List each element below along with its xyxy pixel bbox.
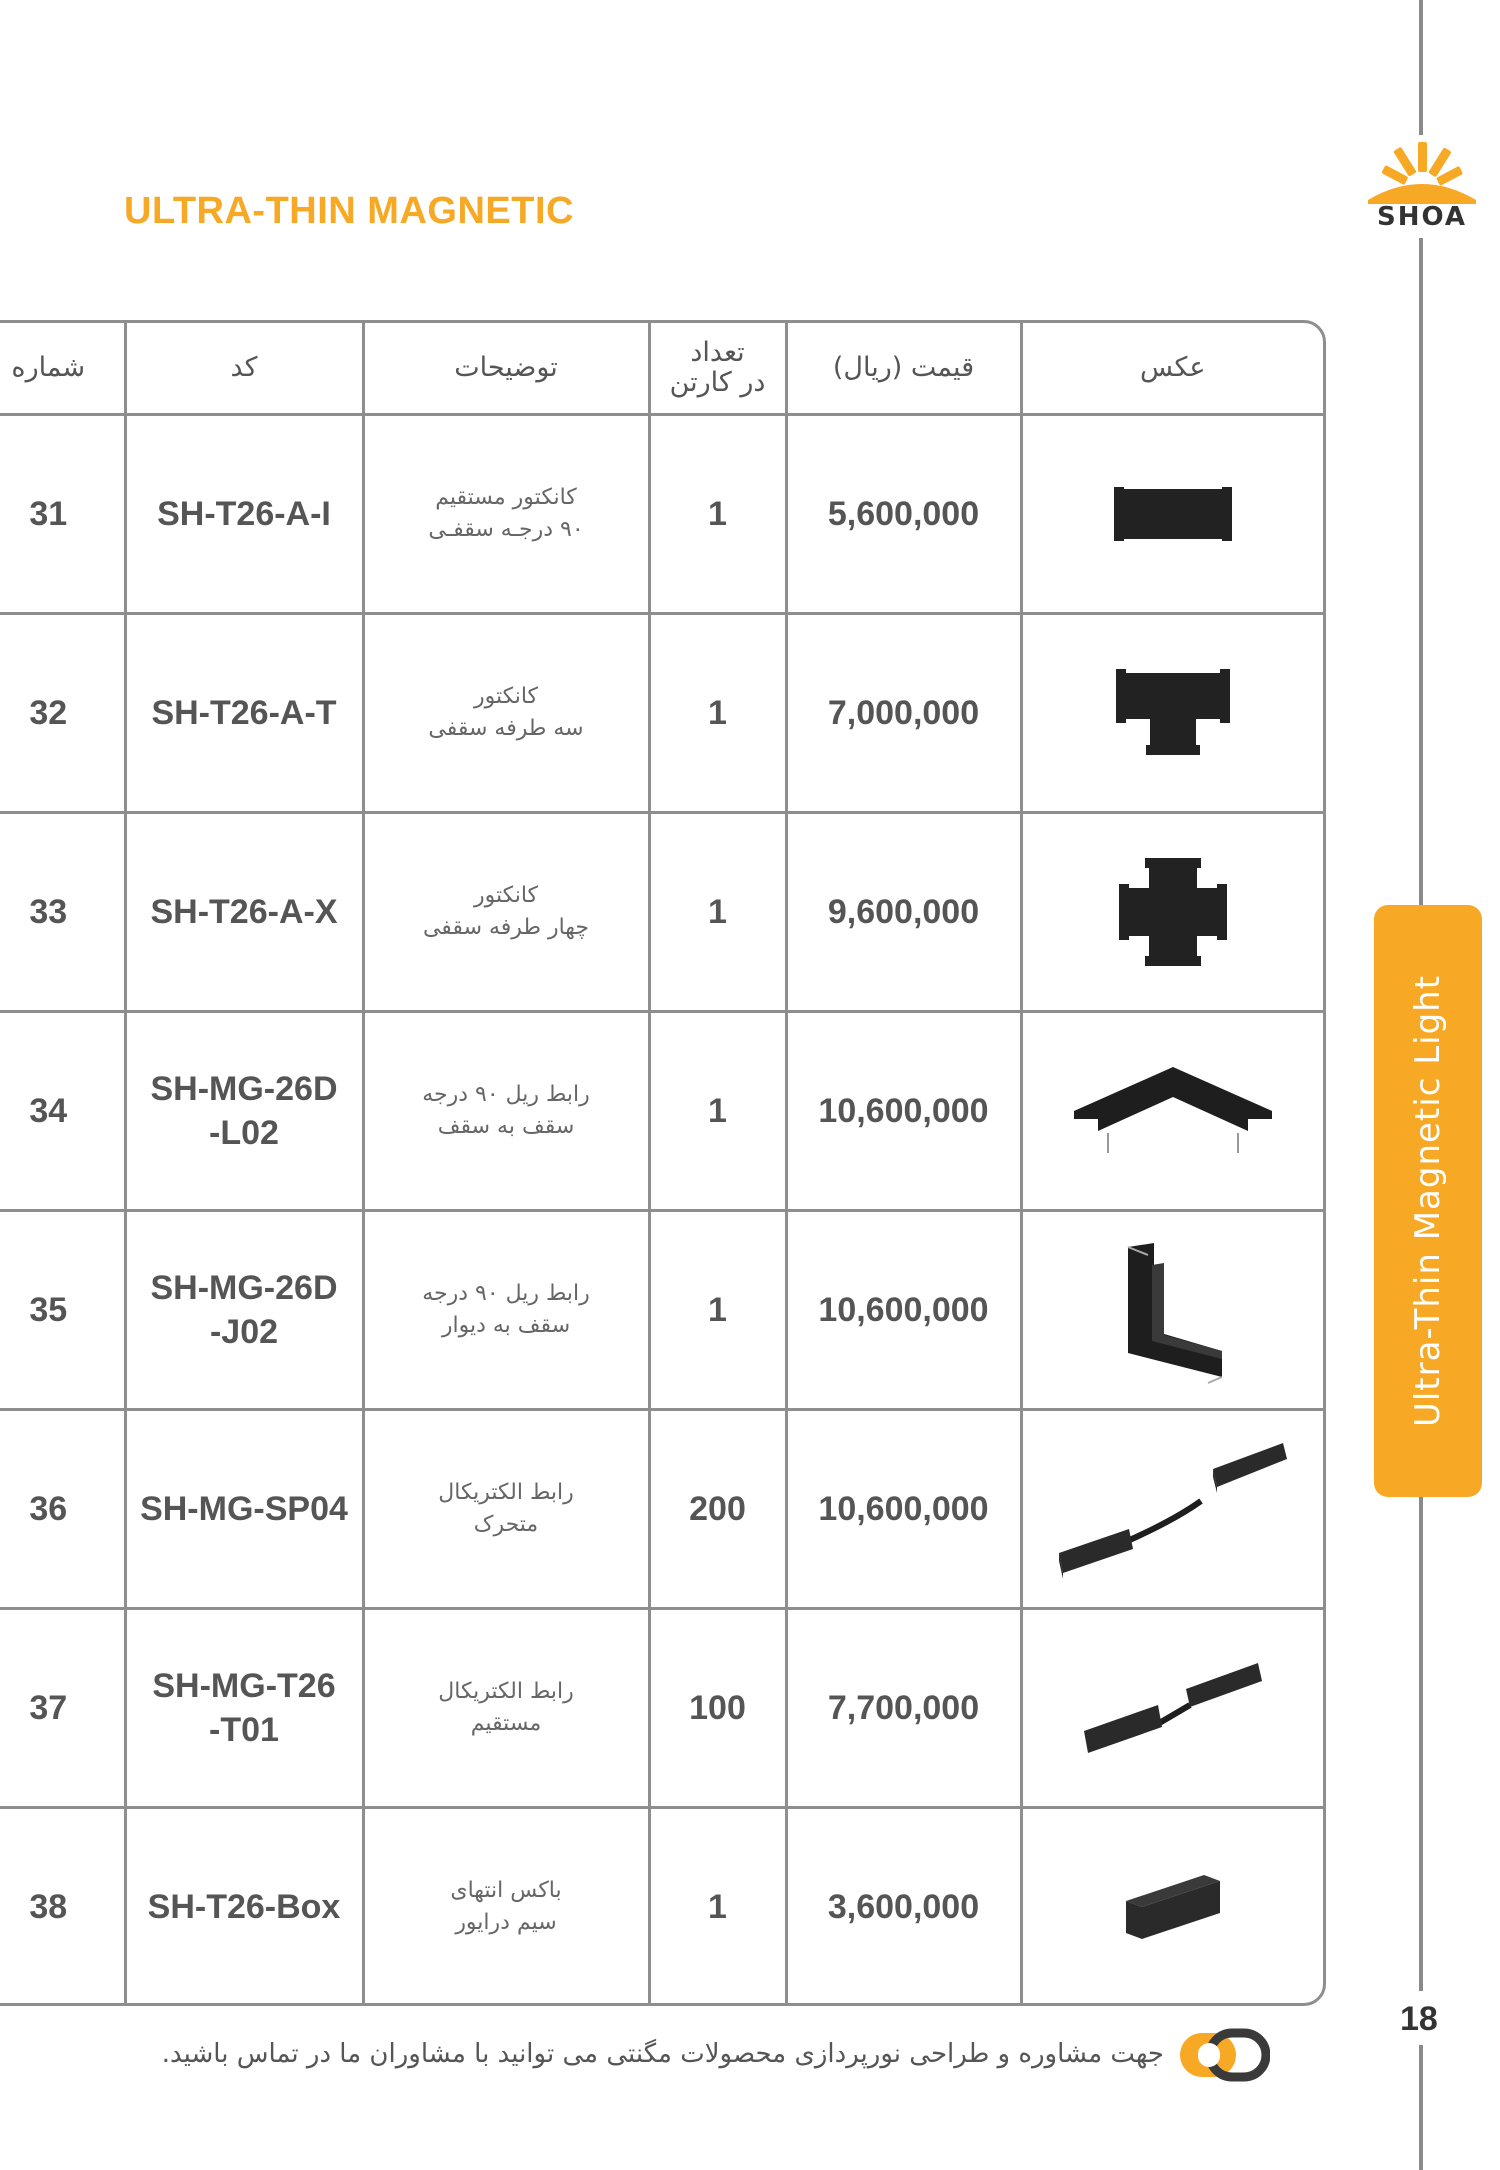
code-line1: SH-T26-Box [147, 1888, 341, 1926]
row-desc [363, 1808, 649, 2006]
page-title: ULTRA-THIN MAGNETIC [124, 190, 574, 232]
desc-line2: سقف به سقف [437, 1114, 575, 1139]
desc-line1: کانکتور [473, 684, 539, 709]
row-desc [363, 813, 649, 1012]
side-rule [1419, 2045, 1423, 2170]
desc-line1: کانکتور [473, 883, 539, 908]
code-line2: -J02 [209, 1313, 279, 1351]
row-num: 31 [0, 415, 125, 614]
row-num: 38 [0, 1808, 125, 2006]
row-image [1021, 1211, 1323, 1410]
header-price: قیمت (ریال) [786, 323, 1021, 415]
row-desc [363, 415, 649, 614]
desc-line1: باکس انتهای [450, 1878, 562, 1903]
row-qty: 1 [649, 1012, 786, 1211]
row-desc [363, 1211, 649, 1410]
desc-line1: رابط ریل ۹۰ درجه [422, 1281, 590, 1306]
row-price: 5,600,000 [786, 415, 1021, 614]
row-image [1021, 1012, 1323, 1211]
row-qty: 200 [649, 1410, 786, 1609]
desc-line1: کانکتور مستقیم [435, 485, 577, 510]
code-line1: SH-T26-A-X [150, 893, 338, 931]
row-image [1021, 1609, 1323, 1808]
code-line1: SH-MG-T26 [152, 1667, 336, 1705]
row-num: 35 [0, 1211, 125, 1410]
row-code [125, 415, 363, 614]
side-rule [1419, 1496, 1423, 1991]
row-qty: 1 [649, 614, 786, 813]
row-price: 9,600,000 [786, 813, 1021, 1012]
side-rule [1419, 238, 1423, 908]
row-qty: 1 [649, 1808, 786, 2006]
table-header-row [0, 323, 1323, 415]
table-row [0, 1211, 1323, 1410]
row-image [1021, 813, 1323, 1012]
header-image: عکس [1021, 323, 1323, 415]
row-qty: 1 [649, 1211, 786, 1410]
table-row [0, 813, 1323, 1012]
desc-line2: سیم درایور [455, 1910, 557, 1935]
code-line1: SH-MG-26D [150, 1269, 338, 1307]
row-image [1021, 614, 1323, 813]
brand-name: SHOA [1376, 202, 1467, 232]
row-num: 32 [0, 614, 125, 813]
wall-rail-connector-icon [1108, 1235, 1238, 1385]
row-price: 10,600,000 [786, 1211, 1021, 1410]
flexible-cable-connector-icon [1053, 1429, 1293, 1589]
desc-line2: مستقیم [470, 1711, 542, 1736]
desc-line1: رابط الکتریکال [438, 1480, 574, 1505]
row-image [1021, 415, 1323, 614]
desc-line2: چهار طرفه سقفی [422, 915, 590, 940]
l-rail-connector-icon [1068, 1061, 1278, 1161]
row-desc [363, 614, 649, 813]
header-qty-line2: در کارتن [669, 367, 766, 398]
row-desc [363, 1410, 649, 1609]
row-image [1021, 1808, 1323, 2006]
row-price: 7,700,000 [786, 1609, 1021, 1808]
row-qty: 1 [649, 415, 786, 614]
price-table [0, 320, 1326, 2006]
row-num: 34 [0, 1012, 125, 1211]
desc-line1: رابط ریل ۹۰ درجه [422, 1082, 590, 1107]
row-code [125, 1808, 363, 2006]
side-tab-label: Ultra-Thin Magnetic Light [1408, 974, 1448, 1428]
header-qty-line1: تعداد [690, 337, 745, 368]
desc-line2: ۹۰ درجـه سقفـی [428, 517, 584, 542]
page-number: 18 [1400, 2000, 1438, 2038]
row-price: 7,000,000 [786, 614, 1021, 813]
row-price: 3,600,000 [786, 1808, 1021, 2006]
footer [110, 2025, 1270, 2091]
brand-logo [1362, 140, 1482, 240]
row-desc [363, 1609, 649, 1808]
desc-line2: متحرک [473, 1512, 539, 1537]
row-code [125, 1609, 363, 1808]
row-qty: 1 [649, 813, 786, 1012]
row-code [125, 614, 363, 813]
code-line1: SH-MG-SP04 [140, 1490, 348, 1528]
row-image [1021, 1410, 1323, 1609]
table-row [0, 415, 1323, 614]
header-num: شماره [0, 323, 125, 415]
code-line1: SH-T26-A-T [151, 694, 337, 732]
header-qty [649, 323, 786, 415]
code-line1: SH-MG-26D [150, 1070, 338, 1108]
header-desc: توضیحات [363, 323, 649, 415]
footer-text: جهت مشاوره و طراحی نورپردازی محصولات مگنتی می توانید با مشاوران ما در تماس باشید. [161, 2039, 1164, 2069]
sun-rays-icon [1362, 140, 1482, 204]
row-price: 10,600,000 [786, 1410, 1021, 1609]
desc-line2: سقف به دیوار [441, 1313, 571, 1338]
row-code [125, 1410, 363, 1609]
row-price: 10,600,000 [786, 1012, 1021, 1211]
t-connector-icon [1108, 663, 1238, 763]
side-rule [1419, 0, 1423, 135]
table-row [0, 1410, 1323, 1609]
table-row [0, 1012, 1323, 1211]
row-qty: 100 [649, 1609, 786, 1808]
row-code [125, 1211, 363, 1410]
table-row [0, 1609, 1323, 1808]
cross-connector-icon [1113, 852, 1233, 972]
desc-line1: رابط الکتریکال [438, 1679, 574, 1704]
header-code: کد [125, 323, 363, 415]
desc-line2: سه طرفه سقفی [428, 716, 584, 741]
side-tab [1374, 905, 1482, 1497]
table-row [0, 614, 1323, 813]
row-code [125, 813, 363, 1012]
code-line2: -T01 [209, 1711, 279, 1749]
row-desc [363, 1012, 649, 1211]
row-code [125, 1012, 363, 1211]
straight-connector-icon [1108, 479, 1238, 549]
table-row [0, 1808, 1323, 2006]
row-num: 37 [0, 1609, 125, 1808]
row-num: 36 [0, 1410, 125, 1609]
row-num: 33 [0, 813, 125, 1012]
chain-link-icon [1176, 2025, 1270, 2085]
code-line1: SH-T26-A-I [157, 495, 331, 533]
code-line2: -L02 [209, 1114, 279, 1152]
straight-cable-connector-icon [1078, 1653, 1268, 1763]
end-box-icon [1118, 1867, 1228, 1947]
